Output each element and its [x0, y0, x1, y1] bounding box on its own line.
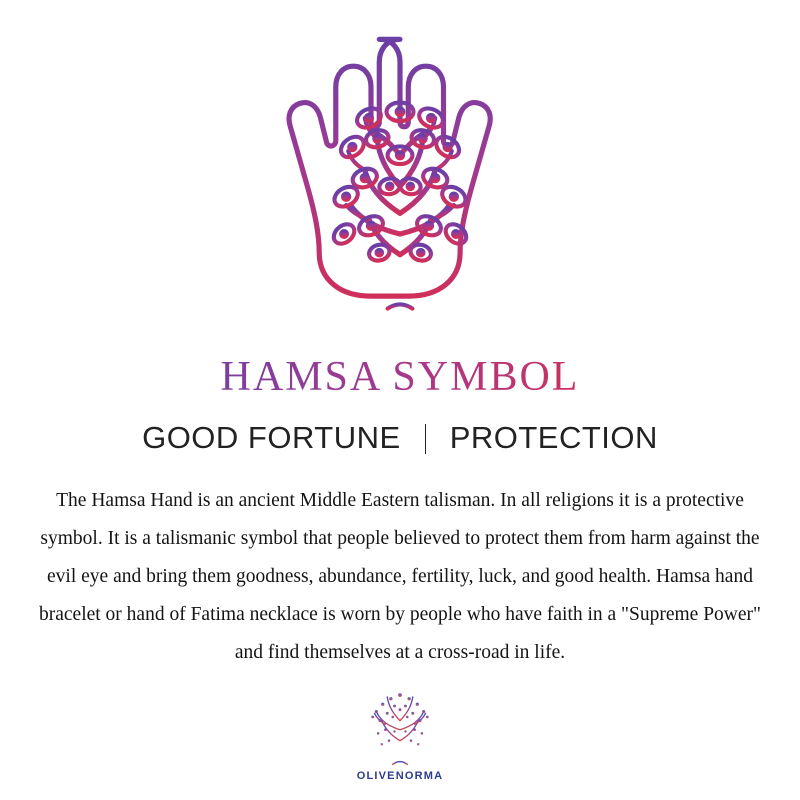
subtitle-right: PROTECTION — [449, 420, 658, 455]
brand-name: OLIVENORMA — [356, 770, 444, 782]
subtitle-divider — [425, 424, 426, 454]
page-title: HAMSA SYMBOL — [220, 354, 580, 400]
description-paragraph: The Hamsa Hand is an ancient Middle Eastern talisman. In all religions it is a protective symbol. It is a talismanic symbol that people believed to protect them from harm against the evil eye and bring them goodness, abundance, fertility, luck, and good health. Hamsa hand bracelet or hand of Fatima necklace is worn by people who have faith in a "Supreme Power" and find themselves at a cross-road in life. — [38, 490, 761, 664]
footer — [0, 686, 800, 782]
tree-of-life-logo-icon — [354, 686, 446, 768]
subtitle — [142, 420, 658, 456]
hamsa-illustration — [230, 26, 570, 326]
subtitle-left: GOOD FORTUNE — [142, 420, 401, 455]
